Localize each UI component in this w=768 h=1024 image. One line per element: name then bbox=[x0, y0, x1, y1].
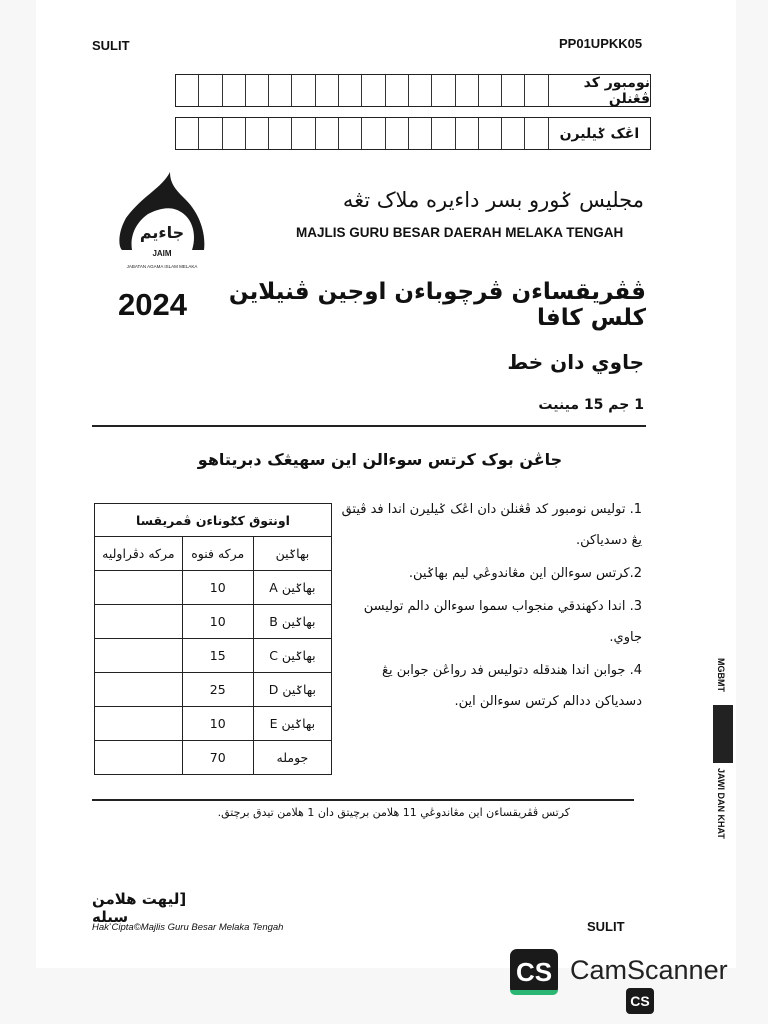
svg-text:جاءيم: جاءيم bbox=[139, 223, 185, 242]
section-cell: بهاݢين C bbox=[253, 639, 331, 673]
table-row bbox=[95, 605, 332, 639]
giliran-cell[interactable] bbox=[456, 118, 479, 149]
full-marks-cell: 10 bbox=[182, 605, 253, 639]
full-marks-cell: 10 bbox=[182, 707, 253, 741]
number-cell[interactable] bbox=[525, 75, 548, 106]
exam-year: 2024 bbox=[118, 287, 187, 322]
page-count-note: کرتس ڤڤريقساءن این مڠاندوڠي 11 هلامن برچيتق دان 1 هلامن تيدق برچتق. bbox=[217, 806, 570, 819]
number-cell[interactable] bbox=[223, 75, 246, 106]
table-row bbox=[95, 639, 332, 673]
giliran-cell[interactable] bbox=[176, 118, 199, 149]
section-cell: بهاݢين B bbox=[253, 605, 331, 639]
instructions-list bbox=[340, 494, 642, 719]
number-cell[interactable] bbox=[409, 75, 432, 106]
see-next-page: [ليهت هلامن سبله bbox=[92, 890, 187, 926]
do-not-open-notice: جاڠن بوک کرتس سوءالن این سهيڠک دبريتاهو bbox=[197, 450, 563, 469]
number-cell[interactable] bbox=[362, 75, 385, 106]
full-marks-cell: 10 bbox=[182, 571, 253, 605]
copyright: Hak Cipta©Majlis Guru Besar Melaka Tengah bbox=[92, 922, 284, 933]
marks-table-title: اونتوق کݢوناءن ڤمريقسا bbox=[95, 504, 332, 537]
number-cell[interactable] bbox=[269, 75, 292, 106]
table-row bbox=[95, 571, 332, 605]
sulit-footer-right: SULIT bbox=[587, 919, 625, 934]
number-cell[interactable] bbox=[199, 75, 222, 106]
obtained-marks-cell[interactable] bbox=[95, 639, 183, 673]
side-tab-marker bbox=[713, 705, 733, 763]
sulit-header-left: SULIT bbox=[92, 38, 130, 53]
camscanner-logo: CS bbox=[510, 949, 558, 995]
giliran-cell[interactable] bbox=[362, 118, 385, 149]
total-obtained-cell[interactable] bbox=[95, 741, 183, 775]
giliran-cell[interactable] bbox=[479, 118, 502, 149]
exam-duration: 1 جم 15 مينيت bbox=[538, 397, 644, 413]
number-cell[interactable] bbox=[432, 75, 455, 106]
header-divider bbox=[92, 425, 646, 427]
obtained-marks-cell[interactable] bbox=[95, 673, 183, 707]
column-header: بهاݢين bbox=[253, 537, 331, 571]
number-cell[interactable] bbox=[292, 75, 315, 106]
number-cell[interactable] bbox=[316, 75, 339, 106]
side-label-bottom: JAWI DAN KHAT bbox=[716, 768, 726, 839]
giliran-cell[interactable] bbox=[269, 118, 292, 149]
giliran-cell[interactable] bbox=[409, 118, 432, 149]
full-marks-cell: 25 bbox=[182, 673, 253, 707]
giliran-cell[interactable] bbox=[199, 118, 222, 149]
giliran-cell[interactable] bbox=[223, 118, 246, 149]
column-header: مرکه فنوه bbox=[182, 537, 253, 571]
jaim-logo bbox=[112, 168, 212, 272]
giliran-cell[interactable] bbox=[386, 118, 409, 149]
obtained-marks-cell[interactable] bbox=[95, 571, 183, 605]
instruction-item: 2.کرتس سوءالن این مڠاندوڠي ليم بهاݢين. bbox=[408, 566, 642, 581]
exam-title-line bbox=[118, 280, 646, 330]
candidate-number-field[interactable] bbox=[175, 74, 651, 107]
examiner-marks-table bbox=[94, 503, 332, 775]
giliran-cell[interactable] bbox=[339, 118, 362, 149]
giliran-cell[interactable] bbox=[525, 118, 548, 149]
marks-table-header bbox=[95, 537, 332, 571]
angka-giliran-field[interactable] bbox=[175, 117, 651, 150]
jaim-logo-graphic bbox=[112, 168, 212, 272]
paper-code: PP01UPKK05 bbox=[559, 36, 643, 51]
instruction-item: 1. توليس نومبور کد ڤڠنلن دان اڠک ݢيليرن اندا فد ڤيتق يڠ دسدياکن. bbox=[341, 502, 642, 548]
footer-divider bbox=[92, 799, 634, 801]
exam-title: ڤڤريقساءن ڤرچوباءن اوجين ڤنيلاين کلس کافا bbox=[228, 279, 646, 331]
number-cell[interactable] bbox=[339, 75, 362, 106]
number-cell[interactable] bbox=[386, 75, 409, 106]
table-total-row bbox=[95, 741, 332, 775]
organization-latin-name: MAJLIS GURU BESAR DAERAH MELAKA TENGAH bbox=[296, 225, 624, 240]
total-value-cell: 70 bbox=[182, 741, 253, 775]
giliran-cell[interactable] bbox=[432, 118, 455, 149]
section-cell: بهاݢين E bbox=[253, 707, 331, 741]
giliran-cell[interactable] bbox=[316, 118, 339, 149]
obtained-marks-cell[interactable] bbox=[95, 707, 183, 741]
number-cell[interactable] bbox=[479, 75, 502, 106]
candidate-number-label: نومبور کد ڤڠنلن bbox=[583, 74, 650, 107]
giliran-cell[interactable] bbox=[502, 118, 525, 149]
side-label-top: MGBMT bbox=[716, 658, 726, 692]
table-row bbox=[95, 707, 332, 741]
camscanner-small-logo: CS bbox=[626, 988, 654, 1014]
organization-jawi-name: مجليس ݢورو بسر داءيره ملاک تڠه bbox=[342, 188, 644, 212]
number-cell[interactable] bbox=[502, 75, 525, 106]
number-cell[interactable] bbox=[456, 75, 479, 106]
table-row bbox=[95, 673, 332, 707]
full-marks-cell: 15 bbox=[182, 639, 253, 673]
svg-text:JAIM: JAIM bbox=[152, 249, 172, 258]
instruction-item: 4. جوابن اندا هندقله دتوليس فد رواڠن جوابن يڠ دسدياکن ددالم کرتس سوءالن این. bbox=[382, 663, 642, 709]
angka-giliran-label: اڠک ݢيليرن bbox=[559, 125, 640, 142]
obtained-marks-cell[interactable] bbox=[95, 605, 183, 639]
total-label-cell: جومله bbox=[253, 741, 331, 775]
giliran-cell[interactable] bbox=[246, 118, 269, 149]
giliran-cell[interactable] bbox=[292, 118, 315, 149]
column-header: مرکه دڤراوليه bbox=[95, 537, 183, 571]
number-cell[interactable] bbox=[176, 75, 199, 106]
section-cell: بهاݢين A bbox=[253, 571, 331, 605]
svg-text:JABATAN AGAMA ISLAM MELAKA: JABATAN AGAMA ISLAM MELAKA bbox=[126, 264, 198, 269]
number-cell[interactable] bbox=[246, 75, 269, 106]
instruction-item: 3. اندا دکهندقي منجواب سموا سوءالن دالم توليسن جاوي. bbox=[363, 599, 642, 645]
exam-subject: جاوي دان خط bbox=[507, 350, 644, 374]
section-cell: بهاݢين D bbox=[253, 673, 331, 707]
camscanner-name: CamScanner bbox=[570, 955, 728, 985]
